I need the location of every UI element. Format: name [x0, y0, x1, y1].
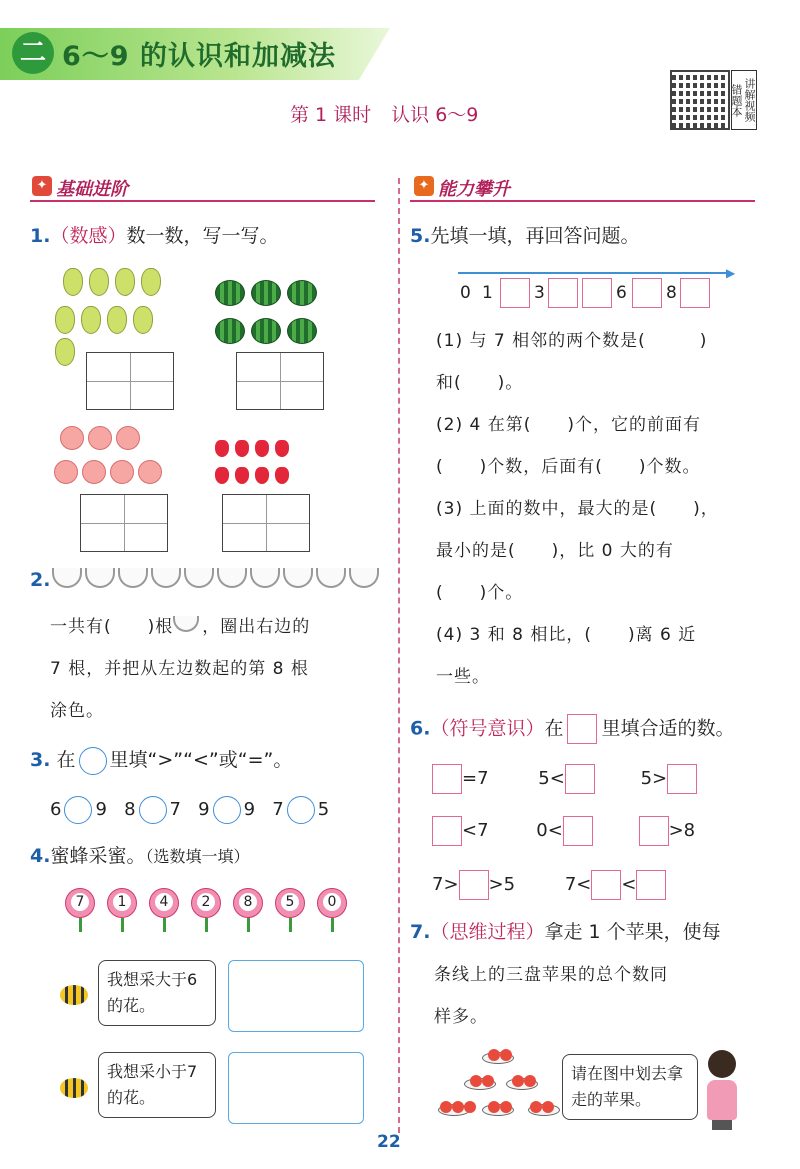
bee-bubble-2: 我想采小于7的花。	[98, 1052, 216, 1118]
q1-text: 数一数，写一写。	[126, 225, 279, 247]
apple-plates-diagram[interactable]	[432, 1044, 562, 1124]
section-title-basic: 基础进阶	[56, 179, 128, 200]
climbing-icon: ✦	[414, 176, 434, 196]
question-2-number	[30, 566, 50, 594]
number-line	[458, 272, 730, 274]
blank-box[interactable]	[565, 764, 595, 794]
answer-grid-peaches[interactable]	[80, 494, 168, 552]
question-6: 6.（符号意识）在 里填合适的数。	[410, 714, 735, 744]
q3-comparisons: 6 9 8 7 9 9 7 5	[50, 796, 329, 824]
box-icon	[567, 714, 597, 744]
q2-line1b: ，圈出右边的	[202, 617, 311, 637]
lesson-title	[290, 100, 498, 127]
blank-box[interactable]	[639, 816, 669, 846]
question-4	[30, 842, 249, 871]
bee-icon	[60, 985, 88, 1005]
answer-grid-watermelons[interactable]	[236, 352, 324, 410]
answer-box-2[interactable]	[228, 1052, 364, 1124]
q5-text: 先填一填，再回答问题。	[430, 225, 640, 247]
section-title-advanced: 能力攀升	[438, 179, 510, 200]
q1-number: 1.	[30, 225, 51, 247]
compare-blank[interactable]	[287, 796, 315, 824]
q2-number: 2.	[30, 569, 51, 591]
section-underline	[410, 200, 755, 202]
q2-line2: 7 根，并把从左边数起的第 8 根	[50, 659, 309, 679]
bee-icon	[60, 1078, 88, 1098]
bee-bubble-1: 我想采大于6的花。	[98, 960, 216, 1026]
q6-number: 6.	[410, 717, 431, 740]
question-3	[30, 746, 292, 775]
flower[interactable]: 0	[316, 888, 348, 932]
q7-tag: （思维过程）	[430, 921, 545, 943]
blank-box[interactable]	[636, 870, 666, 900]
answer-grid-strawberries[interactable]	[222, 494, 310, 552]
q3-text-b: 里填“>”“<”或“=”。	[109, 749, 293, 771]
lesson-number: 第 1 课时	[290, 104, 372, 126]
q4-hint: （选数填一填）	[145, 847, 250, 866]
flower[interactable]: 7	[64, 888, 96, 932]
compare-blank[interactable]	[139, 796, 167, 824]
strawberries-image	[212, 440, 312, 488]
q2-line3: 涂色。	[50, 701, 104, 721]
compare-blank[interactable]	[213, 796, 241, 824]
blank-box[interactable]	[632, 278, 662, 308]
q2-line1: 一共有( )根	[50, 617, 174, 637]
q6-row3: 7> >5 7< <	[432, 870, 762, 900]
question-1	[30, 222, 278, 250]
q3-number: 3.	[30, 749, 51, 771]
section-underline	[30, 200, 375, 202]
blank-box[interactable]	[432, 816, 462, 846]
answer-grid-pears[interactable]	[86, 352, 174, 410]
banana-icon	[173, 616, 199, 632]
running-icon: ✦	[32, 176, 52, 196]
q4-number: 4.	[30, 845, 51, 867]
flower[interactable]: 1	[106, 888, 138, 932]
qr-code-icon[interactable]	[670, 70, 730, 130]
q7-number: 7.	[410, 921, 431, 943]
blank-box[interactable]	[563, 816, 593, 846]
question-2-text	[50, 606, 390, 732]
flower[interactable]: 8	[232, 888, 264, 932]
q6-tag: （符号意识）	[430, 717, 545, 740]
lesson-topic: 认识 6～9	[391, 104, 479, 126]
answer-box-1[interactable]	[228, 960, 364, 1032]
flowers-row	[64, 888, 348, 932]
flower[interactable]: 2	[190, 888, 222, 932]
watermelons-image	[212, 280, 332, 348]
compare-blank[interactable]	[64, 796, 92, 824]
blank-box[interactable]	[680, 278, 710, 308]
blank-box[interactable]	[582, 278, 612, 308]
bananas-row[interactable]	[52, 568, 382, 592]
q7-text: 条线上的三盘苹果的总个数同 样多。	[434, 965, 668, 1027]
blank-box[interactable]	[500, 278, 530, 308]
q4-text: 蜜蜂采蜜。	[50, 845, 146, 867]
girl-icon	[704, 1050, 740, 1130]
q6-row1: =7 5< 5>	[432, 764, 762, 794]
arrow-icon: ▶	[726, 266, 736, 280]
blank-box[interactable]	[667, 764, 697, 794]
q1-tag: （数感）	[50, 225, 127, 247]
unit-number: 二	[12, 32, 54, 74]
q3-text-a: 在	[56, 749, 76, 771]
number-line-labels: 0 1 3 6 8	[460, 278, 710, 308]
question-7: 7.（思维过程）拿走 1 个苹果，使每	[410, 921, 721, 943]
flower[interactable]: 5	[274, 888, 306, 932]
page-number: 22	[377, 1132, 401, 1152]
column-divider	[398, 178, 400, 1133]
blank-box[interactable]	[432, 764, 462, 794]
question-5	[410, 222, 639, 250]
qr-label: 讲解视频错题本	[731, 70, 757, 130]
flower[interactable]: 4	[148, 888, 180, 932]
blank-box[interactable]	[591, 870, 621, 900]
q5-parts: (1) 与 7 相邻的两个数是( ) 和( )。 (2) 4 在第( )个，它的前面有 ( )个数，后面有( )个数。 (3) 上面的数中，最大的是( )， 最小的是( )，比 0 大的有 ( )个。 (4) 3 和 8 相比，( )离 6 近 一些。	[436, 331, 719, 687]
girl-bubble: 请在图中划去拿走的苹果。	[562, 1054, 698, 1120]
q6-row2: <7 0< >8	[432, 816, 762, 846]
unit-title: 6～9 的认识和加减法	[62, 41, 336, 72]
circle-icon	[79, 747, 107, 775]
blank-box[interactable]	[459, 870, 489, 900]
peaches-image	[52, 426, 182, 488]
q5-number: 5.	[410, 225, 431, 247]
blank-box[interactable]	[548, 278, 578, 308]
